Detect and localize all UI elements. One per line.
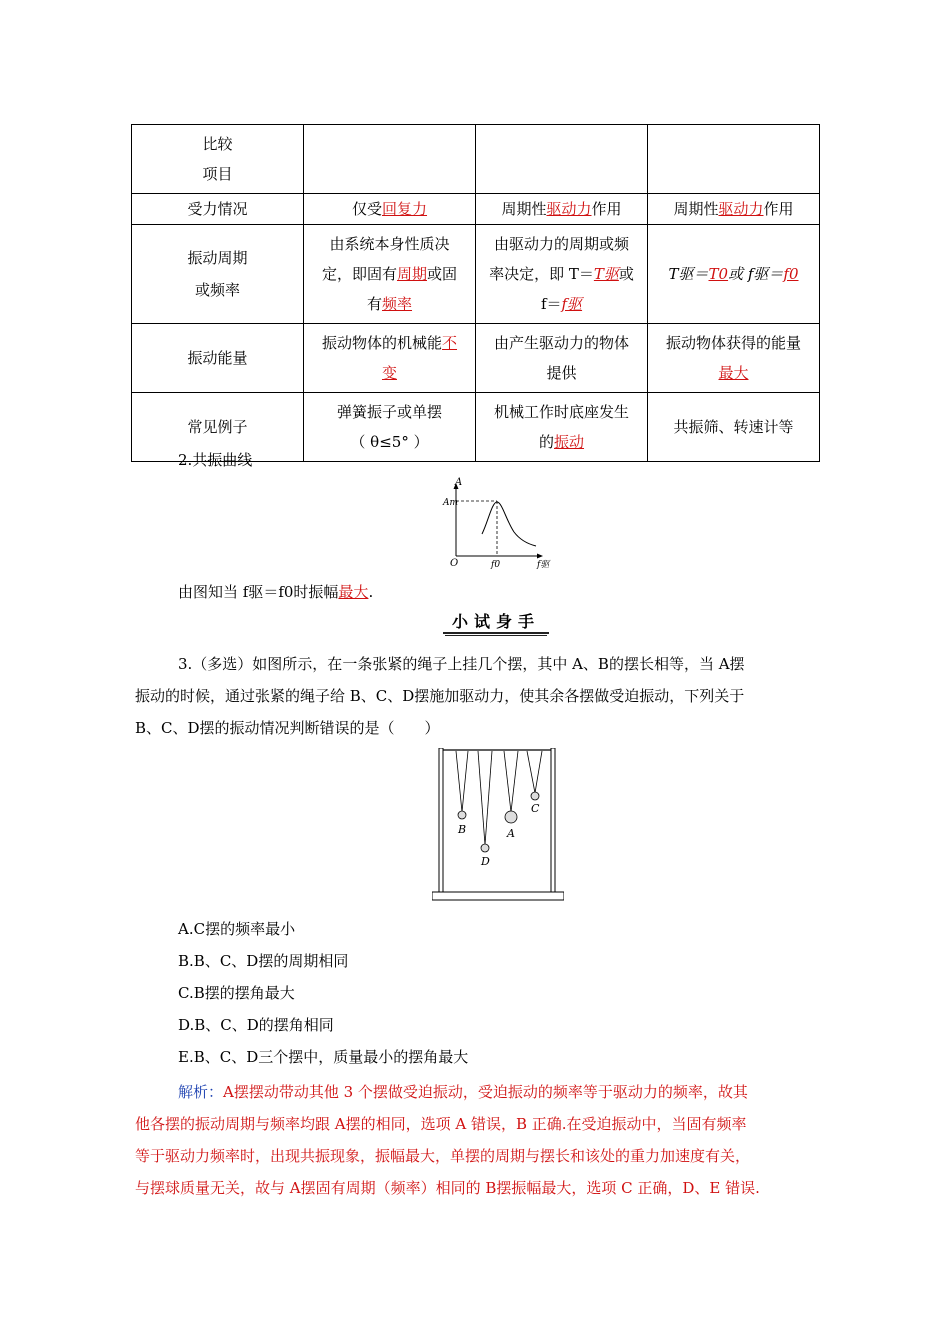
table-row-force bbox=[132, 194, 820, 225]
table-row-energy bbox=[132, 324, 820, 393]
table-cell: 振动物体的机械能不 变 bbox=[304, 324, 476, 393]
analysis-line-3: 等于驱动力频率时，出现共振现象，振幅最大，单摆的周期与摆长和该处的重力加速度有关， bbox=[135, 1147, 751, 1165]
option-a[interactable]: A.C摆的频率最小 bbox=[178, 920, 296, 938]
option-e[interactable]: E.B、C、D三个摆中，质量最小的摆角最大 bbox=[178, 1048, 469, 1066]
table-cell: 仅受回复力 bbox=[304, 194, 476, 225]
table-cell: 弹簧振子或单摆 （ θ≤5° ） bbox=[304, 393, 476, 462]
analysis-line-2: 他各摆的振动周期与频率均跟 A摆的相同，选项 A 错误，B 正确.在受迫振动中，当固有频率 bbox=[135, 1115, 747, 1133]
table-cell-empty bbox=[304, 125, 476, 194]
table-cell-empty bbox=[648, 125, 820, 194]
pendulum-label-d: D bbox=[481, 855, 490, 868]
table-cell: 周期性驱动力作用 bbox=[648, 194, 820, 225]
row-label: 受力情况 bbox=[132, 194, 304, 225]
banner-underline bbox=[443, 631, 549, 638]
table-cell: 机械工作时底座发生 的振动 bbox=[476, 393, 648, 462]
row-label: 振动能量 bbox=[132, 324, 304, 393]
section-title: 2.共振曲线 bbox=[178, 451, 253, 469]
table-cell-empty bbox=[476, 125, 648, 194]
question-line-3: B、C、D摆的振动情况判断错误的是（ ） bbox=[135, 719, 440, 737]
analysis-label: 解析： bbox=[178, 1083, 224, 1101]
x-axis-label: f驱 bbox=[537, 560, 550, 570]
table-cell: 周期性驱动力作用 bbox=[476, 194, 648, 225]
table-cell: 共振筛、转速计等 bbox=[648, 393, 820, 462]
analysis-line-4: 与摆球质量无关，故与 A摆固有周期（频率）相同的 B摆振幅最大，选项 C 正确，D、E 错误. bbox=[135, 1179, 760, 1197]
table-cell: 振动物体获得的能量 最大 bbox=[648, 324, 820, 393]
table-cell: T驱＝T0或 f驱＝f0 bbox=[648, 225, 820, 324]
pendulum-label-a: A bbox=[507, 827, 515, 840]
table-cell-header: 比较 项目 bbox=[132, 125, 304, 194]
table-cell: 由产生驱动力的物体 提供 bbox=[476, 324, 648, 393]
table-row-period bbox=[132, 225, 820, 324]
origin-label: O bbox=[450, 558, 459, 569]
pendulum-label-c: C bbox=[531, 802, 540, 815]
option-b[interactable]: B.B、C、D摆的周期相同 bbox=[178, 952, 349, 970]
curve-conclusion: 由图知当 f驱＝f0时振幅最大. bbox=[178, 583, 374, 601]
comparison-table bbox=[131, 124, 820, 462]
f0-label: f0 bbox=[491, 560, 501, 570]
pendulum-label-b: B bbox=[458, 823, 467, 836]
table-header-row bbox=[132, 125, 820, 194]
question-line-1: 3.（多选）如图所示，在一条张紧的绳子上挂几个摆，其中 A、B的摆长相等，当 A摆 bbox=[178, 655, 745, 673]
option-c[interactable]: C.B摆的摆角最大 bbox=[178, 984, 295, 1002]
section-banner: 小试身手 bbox=[443, 609, 549, 638]
y-axis-label: A bbox=[455, 477, 463, 488]
am-label: Am bbox=[443, 498, 459, 508]
table-cell: 由驱动力的周期或频 率决定，即 T＝T驱或 f＝f驱 bbox=[476, 225, 648, 324]
row-label: 常见例子 bbox=[132, 393, 304, 462]
resonance-curve-figure bbox=[440, 474, 555, 570]
analysis-line-1: 解析：A摆摆动带动其他 3 个摆做受迫振动，受迫振动的频率等于驱动力的频率，故其 bbox=[178, 1083, 748, 1101]
row-label: 振动周期 或频率 bbox=[132, 225, 304, 324]
option-d[interactable]: D.B、C、D的摆角相同 bbox=[178, 1016, 334, 1034]
pendulum-figure bbox=[432, 748, 564, 906]
question-line-2: 振动的时候，通过张紧的绳子给 B、C、D摆施加驱动力，使其余各摆做受迫振动，下列关于 bbox=[135, 687, 745, 705]
table-cell: 由系统本身性质决 定，即固有周期或固 有频率 bbox=[304, 225, 476, 324]
